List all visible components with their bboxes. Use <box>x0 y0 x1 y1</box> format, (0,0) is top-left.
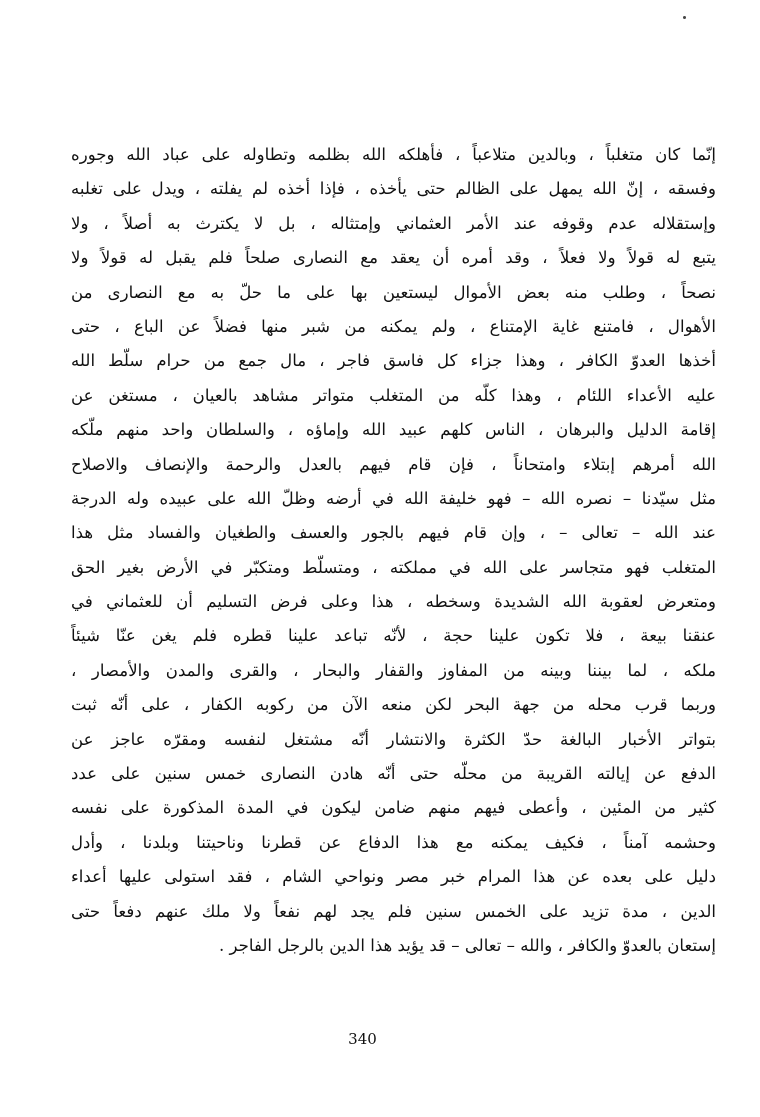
text-line-last: إستعان بالعدوّ والكافر ، والله – تعالى – قد يؤيد هذا الدين بالرجل الفاجر . <box>218 935 716 955</box>
text-line: ومتعرض لعقوبة الله الشديدة وسخطه ، هذا وعلى فرض التسليم أن للعثماني في <box>71 592 716 612</box>
text-line: كثير من المئين ، وأعطى فيهم منهم ضامن ليكون في المدة المذكورة على نفسه <box>71 798 716 818</box>
text-line: مثل سيّدنا – نصره الله – فهو خليفة الله في أرضه وظلّ الله على عبيده وله الدرجة <box>71 488 716 508</box>
text-line: المتغلب فهو متجاسر على الله في مملكته ، ومتسلّط ومتكبّر في الأرض بغير الحق <box>71 557 716 577</box>
text-line: الأهوال ، فامتنع غاية الإمتناع ، ولم يمكنه من شبر منها فضلاً عن الباع ، حتى <box>71 316 716 336</box>
text-line: يتبع له قولاً ولا فعلاً ، وقد أمره أن يعقد مع النصارى صلحاً فلم يقبل له قولاً ولا <box>71 248 716 268</box>
text-line: بتواتر الأخبار البالغة حدّ الكثرة والانتشار أنّه مشتغل لنفسه ومقرّه عاجز عن <box>71 729 716 749</box>
text-line: وإستقلاله عدم وقوفه عند الأمر العثماني وإمتثاله ، بل لا يكترث به أصلاً ، ولا <box>71 213 716 233</box>
body-text <box>71 138 716 963</box>
text-line: الدين ، مدة تزيد على الخمس سنين فلم يجد لهم نفعاً ولا ملك عنهم دفعاً حتى <box>71 901 716 921</box>
text-line: عنقنا بيعة ، فلا تكون علينا حجة ، لأنّه تباعد علينا قطره فلم يغن عنّا شيئاً <box>71 626 716 646</box>
text-line: وحشمه آمناً ، فكيف يمكنه مع هذا الدفاع عن قطرنا وناحيتنا وبلدنا ، وأدل <box>71 832 716 852</box>
text-line: الله أمرهم إبتلاء وامتحاناً ، فإن قام فيهم بالعدل والرحمة والإنصاف والاصلاح <box>71 454 716 474</box>
text-line: عليه الأعداء اللئام ، وهذا كلّه من المتغلب متواتر مشاهد بالعيان ، مستغن عن <box>71 385 716 405</box>
text-line: عند الله – تعالى – ، وإن قام فيهم بالجور والعسف والطغيان والفساد مثل هذا <box>71 523 716 543</box>
text-line: وفسقه ، إنّ الله يمهل على الظالم حتى يأخذه ، فإذا أخذه لم يفلته ، ويدل على تغلبه <box>71 179 716 199</box>
page-number: 340 <box>348 1030 377 1048</box>
text-line: الدفع عن إيالته القريبة من محلّه حتى أنّه هادن النصارى خمس سنين على عدد <box>71 764 716 784</box>
text-line: أخذها العدوّ الكافر ، وهذا جزاء كل فاسق فاجر ، مال جمع من حرام سلّط الله <box>71 351 716 371</box>
corner-dot-mark <box>683 16 686 19</box>
text-line: نصحاً ، وطلب منه بعض الأموال ليستعين بها على ما حلّ به مع النصارى من <box>71 282 716 302</box>
text-line: إنّما كان متغلباً ، وبالدين متلاعباً ، فأهلكه الله بظلمه وتطاوله على عباد الله وجوره <box>71 145 716 164</box>
text-line: دليل على بعده عن هذا المرام خبر مصر ونواحي الشام ، فقد استولى عليها أعداء <box>71 867 716 887</box>
text-line: ملكه ، لما بيننا وبينه من المفاوز والقفار والبحار ، والقرى والمدن والأمصار ، <box>71 660 716 680</box>
text-line: وربما قرب محله من جهة البحر لكن منعه الآن من ركوبه الكفار ، على أنّه ثبت <box>71 695 716 715</box>
text-line: إقامة الدليل والبرهان ، الناس كلهم عبيد الله وإماؤه ، والسلطان واحد منهم ملّكه <box>71 420 716 440</box>
